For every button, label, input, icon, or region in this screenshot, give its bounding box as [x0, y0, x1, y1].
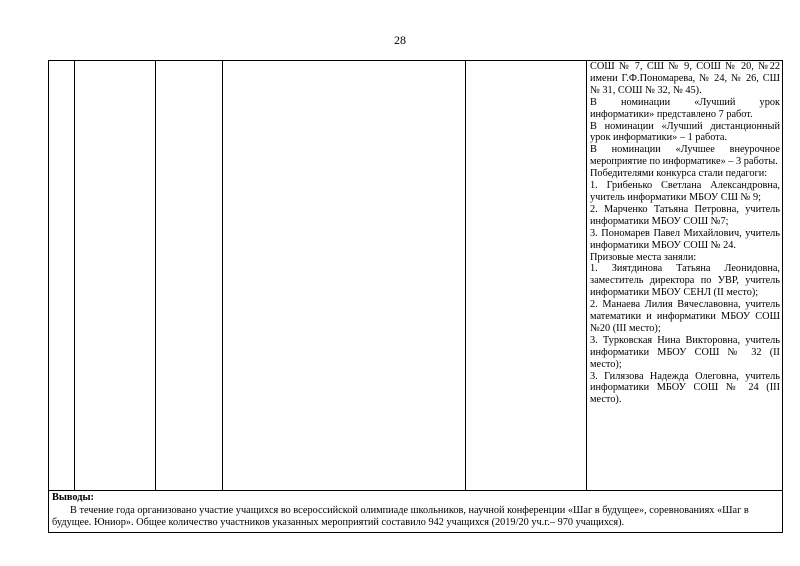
row-divider: [48, 490, 783, 491]
column-divider: [74, 60, 75, 491]
column-divider: [465, 60, 466, 491]
results-cell: [590, 61, 780, 406]
conclusions-heading: Выводы:: [52, 492, 94, 503]
cell-paragraph: В номинации «Лучшее внеурочное мероприятие по информатике» – 3 работы.: [590, 144, 780, 168]
column-divider: [586, 60, 587, 491]
cell-paragraph: 3. Пономарев Павел Михайлович, учитель информатики МБОУ СОШ № 24.: [590, 227, 780, 251]
column-divider: [222, 60, 223, 491]
cell-paragraph: 2. Марченко Татьяна Петровна, учитель информатики МБОУ СОШ №7;: [590, 203, 780, 227]
conclusions: [52, 492, 780, 530]
column-divider: [155, 60, 156, 491]
cell-paragraph: 1. Грибенько Светлана Александровна, учитель информатики МБОУ СШ № 9;: [590, 180, 780, 203]
cell-paragraph: В номинации «Лучший дистанционный урок информатики» – 1 работа.: [590, 120, 780, 144]
cell-paragraph: Призовые места заняли:: [590, 251, 697, 263]
cell-paragraph: В номинации «Лучший урок информатики» представлено 7 работ.: [590, 96, 780, 120]
cell-paragraph: СОШ № 7, СШ № 9, СОШ № 20, №22 имени Г.Ф.Пономарева, № 24, № 26, СШ № 31, СОШ № 32, № 45).: [590, 61, 780, 96]
cell-paragraph: Победителями конкурса стали педагоги:: [590, 168, 768, 180]
cell-paragraph: 3. Гилязова Надежда Олеговна, учитель информатики МБОУ СОШ № 24 (III место).: [590, 370, 780, 406]
page-number: 28: [394, 33, 406, 47]
cell-paragraph: 1. Зиятдинова Татьяна Леонидовна, заместитель директора по УВР, учитель информатики МБОУ СЕНЛ (II место);: [590, 263, 780, 299]
cell-paragraph: 3. Турковская Нина Викторовна, учитель информатики МБОУ СОШ № 32 (II место);: [590, 334, 780, 370]
cell-paragraph: 2. Манаева Лилия Вячеславовна, учитель математики и информатики МБОУ СОШ №20 (III место);: [590, 299, 780, 334]
conclusions-text: В течение года организовано участие учащихся во всероссийской олимпиаде школьников, научной конференции «Шаг в будущее», соревнованиях «Шаг в будущее. Юниор». Общее количество участников указанных мероприятий составило 942 учащихся (2019/20 уч.г.– 970 учащихся).: [52, 504, 749, 528]
